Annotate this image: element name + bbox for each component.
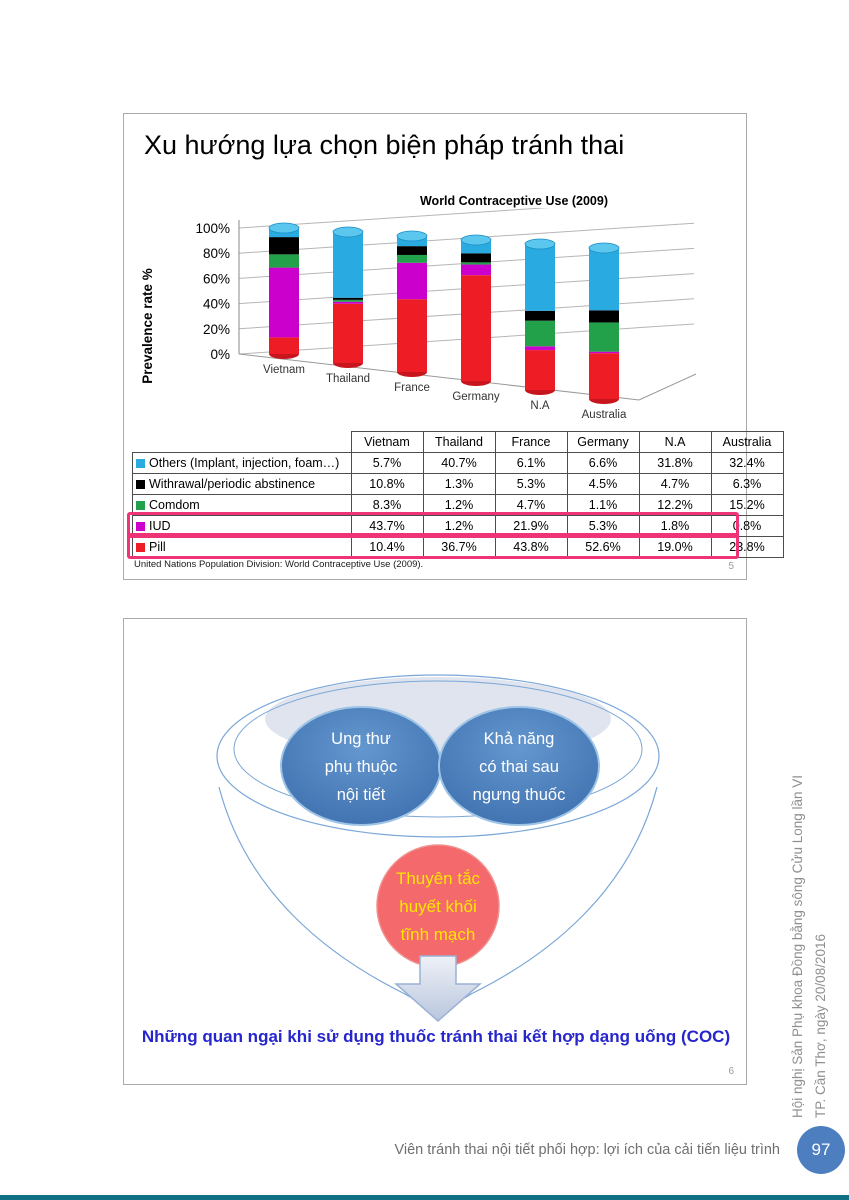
- legend-swatch-icon: [136, 459, 145, 468]
- slide-contraceptive-trends: [123, 113, 772, 580]
- table-row: [133, 516, 784, 537]
- chart-data-table: [132, 431, 772, 558]
- table-cell: 6.3%: [711, 474, 783, 495]
- down-arrow-icon: [396, 956, 480, 1021]
- svg-text:N.A: N.A: [530, 400, 550, 412]
- slide-coc-concerns: [123, 618, 747, 1085]
- slide1-page-number: 5: [728, 561, 734, 572]
- y-tick-label: 100%: [195, 221, 230, 236]
- table-cell: 1.3%: [423, 474, 495, 495]
- svg-text:Australia: Australia: [581, 409, 627, 421]
- table-cell: 4.7%: [495, 495, 567, 516]
- ellipse1-line2: phụ thuộc: [324, 758, 398, 776]
- gridline: [239, 208, 694, 228]
- bar-france: [394, 231, 430, 394]
- legend-swatch-icon: [136, 480, 145, 489]
- y-tick-label: 40%: [202, 296, 230, 312]
- table-row-label: Withrawal/periodic abstinence: [133, 474, 352, 495]
- bottom-accent-bar: [0, 1195, 849, 1200]
- ellipse1-line3: nội tiết: [336, 786, 386, 804]
- y-tick-label: 80%: [202, 246, 230, 262]
- table-column-header: Germany: [567, 432, 639, 453]
- table-cell: 43.7%: [351, 516, 423, 537]
- y-tick-label: 0%: [210, 347, 230, 362]
- table-cell: 32.4%: [711, 453, 783, 474]
- svg-text:France: France: [394, 382, 430, 394]
- ellipse2-line1: Khả năng: [483, 730, 555, 748]
- table-column-header: France: [495, 432, 567, 453]
- table-cell: 6.1%: [495, 453, 567, 474]
- conference-note-line2: TP. Cần Thơ, ngày 20/08/2016: [813, 934, 828, 1118]
- table-row-label: Pill: [133, 537, 352, 558]
- bar-thailand: [326, 227, 370, 385]
- table-row: [133, 453, 784, 474]
- table-header-row: [133, 432, 784, 453]
- table-cell: 12.2%: [639, 495, 711, 516]
- bar-n-a: [525, 239, 555, 412]
- table-cell: 4.5%: [567, 474, 639, 495]
- circle-line2: huyết khối: [399, 897, 477, 916]
- table-cell: 40.7%: [423, 453, 495, 474]
- table-cell: 8.3%: [351, 495, 423, 516]
- table-row-label: IUD: [133, 516, 352, 537]
- table-row: [133, 474, 784, 495]
- table-cell: 10.8%: [351, 474, 423, 495]
- ellipse2-line3: ngưng thuốc: [472, 786, 566, 804]
- floor-right-edge: [639, 374, 696, 400]
- table-row-label: Comdom: [133, 495, 352, 516]
- table-cell: 1.1%: [567, 495, 639, 516]
- table-row-label: Others (Implant, injection, foam…): [133, 453, 352, 474]
- document-footer-title: Viên tránh thai nội tiết phối hợp: lợi ích của cải tiến liệu trình: [394, 1142, 780, 1158]
- y-axis-label: Prevalence rate %: [140, 268, 155, 384]
- table-cell: 1.2%: [423, 516, 495, 537]
- table-cell: 36.7%: [423, 537, 495, 558]
- legend-swatch-icon: [136, 543, 145, 552]
- ellipse2-line2: có thai sau: [479, 758, 559, 776]
- table-cell: 19.0%: [639, 537, 711, 558]
- slide2-caption: Những quan ngại khi sử dụng thuốc tránh thai kết hợp dạng uống (COC): [141, 1027, 731, 1046]
- y-tick-label: 60%: [202, 271, 230, 287]
- table-column-header: N.A: [639, 432, 711, 453]
- table-row: [133, 537, 784, 558]
- table-column-header: Vietnam: [351, 432, 423, 453]
- table-cell: 15.2%: [711, 495, 783, 516]
- bar-germany: [452, 235, 500, 403]
- table-column-header: Australia: [711, 432, 783, 453]
- conference-note-line1: Hội nghị Sản Phụ khoa Đồng bằng sông Cửu Long lần VI: [790, 774, 805, 1118]
- table-cell: 5.7%: [351, 453, 423, 474]
- data-table: [132, 431, 784, 558]
- circle-line3: tĩnh mạch: [400, 925, 476, 944]
- bar-vietnam: [263, 223, 305, 376]
- svg-text:Germany: Germany: [452, 391, 500, 403]
- floor-front-edge: [239, 354, 639, 400]
- contraceptive-use-chart: [134, 208, 730, 426]
- slide1-title: Xu hướng lựa chọn biện pháp tránh thai: [144, 130, 625, 160]
- svg-text:Vietnam: Vietnam: [263, 364, 305, 376]
- legend-swatch-icon: [136, 501, 145, 510]
- table-cell: 1.8%: [639, 516, 711, 537]
- table-cell: 21.9%: [495, 516, 567, 537]
- table-cell: 1.2%: [423, 495, 495, 516]
- svg-text:Thailand: Thailand: [325, 373, 371, 385]
- table-cell: 31.8%: [639, 453, 711, 474]
- table-cell: 5.3%: [567, 516, 639, 537]
- table-cell: 6.6%: [567, 453, 639, 474]
- y-tick-label: 20%: [202, 321, 230, 337]
- ellipse1-line1: Ung thư: [331, 730, 391, 748]
- table-cell: 23.8%: [711, 537, 783, 558]
- table-column-header: Thailand: [423, 432, 495, 453]
- table-cell: 43.8%: [495, 537, 567, 558]
- page-number-badge: 97: [797, 1126, 845, 1174]
- conference-note: [786, 774, 832, 1118]
- table-cell: 52.6%: [567, 537, 639, 558]
- slide2-page-number: 6: [728, 1066, 734, 1077]
- table-cell: 0.8%: [711, 516, 783, 537]
- chart-title: World Contraceptive Use (2009): [419, 194, 609, 208]
- source-note: United Nations Population Division: World Contraceptive Use (2009).: [134, 559, 424, 570]
- circle-line1: Thuyên tắc: [395, 869, 481, 888]
- funnel-diagram: [124, 619, 748, 1086]
- table-cell: 5.3%: [495, 474, 567, 495]
- table-cell: 4.7%: [639, 474, 711, 495]
- legend-swatch-icon: [136, 522, 145, 531]
- table-row: [133, 495, 784, 516]
- table-blank-cell: [133, 432, 352, 453]
- table-cell: 10.4%: [351, 537, 423, 558]
